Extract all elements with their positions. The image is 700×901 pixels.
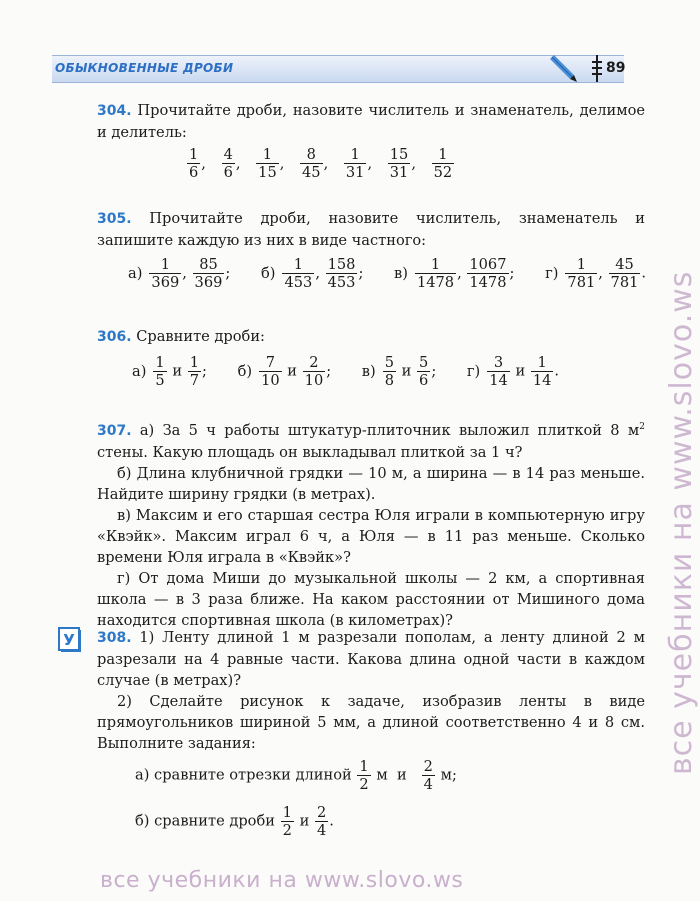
fraction: $\frac{1067}{1478}$ [469, 256, 507, 291]
fraction: $\frac{4}{6}$ [223, 146, 233, 181]
page-number: 89 [606, 60, 626, 76]
fraction: $\frac{1}{453}$ [284, 256, 313, 291]
badge-icon [58, 627, 82, 653]
problem-308-a: а) сравните отрезки длиной $\frac{1}{2}$ м и $\frac{2}{4}$ м; [135, 758, 457, 793]
problem-308-b: б) сравните дроби $\frac{1}{2}$ и $\frac{2}{4}$ . [135, 804, 334, 839]
pencil-icon [548, 53, 578, 83]
problem-307-d: г) От дома Миши до музыкальной школы — 2 км, а спортивная школа — в 3 раза ближе. На каком расстоянии от Мишиного дома находится спортивная школа (в километрах)? [97, 569, 645, 629]
problem-307: 307. а) За 5 ч работы штукатур-плиточник выложил плиткой 8 $м^2$ стены. Какую площадь он выкладывал плиткой за 1 ч? б) Длина клубничной грядки — 10 м, а ширина — в 14 раз меньше. Найдите ширину грядки (в метрах). в) Максим и его старшая сестра Юля играли в компьютерную игру «Квэйк». Максим играл 6 ч, а Юля — в 11 раз меньше. Сколько времени Юля играла в «Квэйк»? г) От дома Миши до музыкальной школы — 2 км, а спортивная школа — в 3 раза ближе. На каком расстоянии от Мишиного дома находится спортивная школа (в километрах)? [97, 421, 645, 629]
fraction: $\frac{3}{14}$ [489, 354, 508, 389]
problem-number: 304. [97, 103, 132, 119]
fraction: $\frac{15}{31}$ [389, 146, 409, 181]
fraction: $\frac{1}{2}$ [359, 758, 369, 793]
fractions-304: $\frac{1}{6}$ , $\frac{4}{6}$ , $\frac{1}{15}$ , $\frac{8}{45}$ , $\frac{1}{31}$ , $\frac{15}{31}$ , $\frac{1}{52}$ [189, 146, 453, 181]
watermark-side: все учебники на www.slovo.ws [664, 270, 699, 775]
problem-307-c: в) Максим и его старшая сестра Юля играли в компьютерную игру «Квэйк». Максим играл 6 ч, а Юля — в 11 раз меньше. Сколько времени Юля играла в «Квэйк»? [97, 506, 645, 566]
problem-text: Сравните дроби: [136, 328, 265, 345]
problem-306 [97, 326, 645, 348]
fraction: $\frac{5}{6}$ [419, 354, 429, 389]
fraction: $\frac{158}{453}$ [327, 256, 356, 291]
ruler-mark-icon [592, 55, 602, 82]
problem-number: 305. [97, 211, 132, 227]
problem-text: Прочитайте дроби, назовите числитель, знаменатель и запишите каждую из них в виде частного: [97, 210, 646, 249]
fraction: $\frac{45}{781}$ [610, 256, 639, 291]
problem-308-2: 2) Сделайте рисунок к задаче, изобразив ленты в виде прямоугольников шириной 5 мм, а длиной соответственно 4 и 8 см. Выполните задания: [97, 693, 645, 752]
fractions-305: а) $\frac{1}{369}$ , $\frac{85}{369}$ ; б) $\frac{1}{453}$ , $\frac{158}{453}$ ; в) $\frac{1}{1478}$ , $\frac{1067}{1478}$ ; г) $\frac{1}{781}$ , $\frac{45}{781}$ . [128, 256, 647, 291]
fraction: $\frac{1}{6}$ [189, 146, 199, 181]
fraction: $\frac{2}{10}$ [304, 354, 324, 389]
fraction: $\frac{7}{10}$ [261, 354, 280, 389]
fraction: $\frac{1}{369}$ [151, 256, 180, 291]
fraction: $\frac{1}{5}$ [155, 354, 165, 389]
section-header [52, 55, 624, 83]
fraction: $\frac{85}{369}$ [194, 256, 223, 291]
fraction: $\frac{1}{1478}$ [416, 256, 455, 291]
fraction: $\frac{1}{781}$ [567, 256, 596, 291]
section-title: ОБЫКНОВЕННЫЕ ДРОБИ [55, 61, 234, 75]
fraction: $\frac{1}{7}$ [189, 354, 200, 389]
problem-305 [97, 208, 645, 251]
problem-304 [97, 100, 645, 143]
fraction: $\frac{2}{4}$ [316, 804, 327, 839]
watermark-bottom: все учебники на www.slovo.ws [100, 868, 464, 893]
problem-text: Прочитайте дроби, назовите числитель и знаменатель, делимое и делитель: [97, 102, 646, 141]
fractions-306: а) $\frac{1}{5}$ и $\frac{1}{7}$ ; б) $\frac{7}{10}$ и $\frac{2}{10}$ ; в) $\frac{5}{8}$ и $\frac{5}{6}$ ; г) $\frac{3}{14}$ и $\frac{1}{14}$ . [132, 354, 560, 389]
fraction: $\frac{1}{2}$ [282, 804, 292, 839]
fraction: $\frac{1}{15}$ [258, 146, 277, 181]
problem-307-b: б) Длина клубничной грядки — 10 м, а ширина — в 14 раз меньше. Найдите ширину грядки (в метрах). [97, 464, 645, 503]
fraction: $\frac{8}{45}$ [302, 146, 321, 181]
problem-number: 307. [97, 422, 132, 439]
fraction: $\frac{5}{8}$ [384, 354, 395, 389]
problem-308: 308. 1) Ленту длиной 1 м разрезали пополам, а ленту длиной 2 м разрезали на 4 равные части. Какова длина одной части в каждом случае (в метрах)? 2) Сделайте рисунок к задаче, изобразив ленты в виде прямоугольников шириной 5 мм, а длиной соответственно 4 и 8 см. Выполните задания: [97, 629, 645, 752]
problem-number: 308. [97, 630, 132, 646]
fraction: $\frac{1}{31}$ [345, 146, 365, 181]
problem-number: 306. [97, 329, 132, 345]
svg-text:У: У [63, 631, 75, 649]
fraction: $\frac{2}{4}$ [423, 758, 433, 793]
fraction: $\frac{1}{14}$ [532, 354, 552, 389]
fraction: $\frac{1}{52}$ [433, 146, 453, 181]
